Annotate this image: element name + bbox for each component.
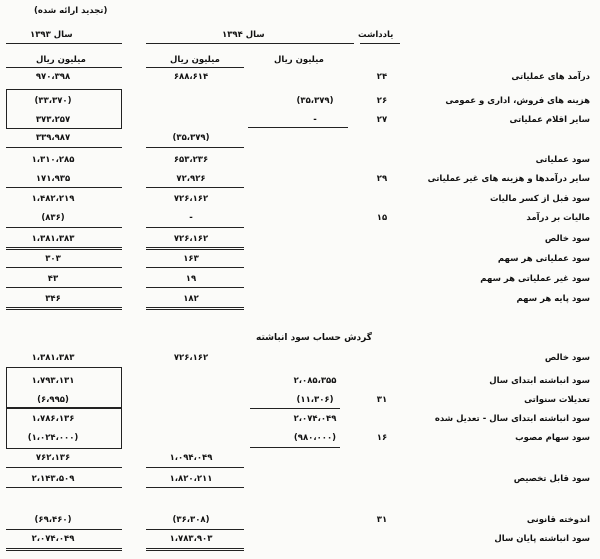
row-label: درآمد های عملیاتی: [511, 72, 590, 82]
row-value-1394: ۷۲،۹۲۶: [176, 174, 206, 184]
row-label: سود پایه هر سهم: [516, 294, 590, 304]
total-rule-1393: [6, 147, 122, 148]
section-title: گردش حساب سود انباشته: [256, 333, 372, 343]
row-label: تعدیلات سنواتی: [524, 395, 590, 405]
row-note: ۳۱: [376, 515, 388, 525]
row-value-1393: (۱،۰۲۴،۰۰۰): [27, 433, 79, 443]
row-value-1394: (۳۶،۳۰۸): [172, 515, 210, 525]
row-value-1393: (۳۳،۳۷۰): [34, 96, 72, 106]
row-value-1394-detail: (۳۵،۳۷۹): [296, 96, 334, 106]
row-value-1394: ۷۲۶،۱۶۲: [173, 234, 209, 244]
header-rule-1393: [6, 43, 122, 44]
row-value-1394: ۶۵۳،۲۳۶: [173, 155, 209, 165]
note-column-heading: یادداشت: [358, 30, 394, 40]
unit-rule-1394: [146, 67, 244, 68]
rule-1394: [146, 487, 244, 488]
row-note: ۲۴: [376, 72, 388, 82]
rule-1393: [6, 487, 122, 488]
total-rule-1394: [146, 147, 244, 148]
row-label: سایر اقلام عملیاتی: [509, 115, 590, 125]
row-label: سود قبل از کسر مالیات: [489, 194, 590, 204]
row-value-1393: ۴۳: [47, 274, 59, 284]
row-note: ۳۱: [376, 395, 388, 405]
row-value-1393: ۱،۷۸۶،۱۳۶: [31, 414, 75, 424]
double-rule-1393: [6, 247, 122, 248]
unit-heading-1394-detail: میلیون ریال: [274, 55, 324, 65]
year-1394-heading: سال ۱۳۹۴: [222, 30, 265, 40]
row-value-1394: ۱،۷۸۳،۹۰۳: [169, 534, 213, 544]
row-value-1393: ۷۶۲،۱۳۶: [35, 453, 71, 463]
row-note: ۱۵: [376, 213, 388, 223]
row-value-1394: ۱،۸۲۰،۲۱۱: [169, 474, 213, 484]
rule-1393: [6, 287, 122, 288]
rule-1393: [6, 187, 122, 188]
row-value-1393: ۱،۳۸۱،۳۸۳: [31, 234, 75, 244]
double-rule-1394: [146, 550, 244, 551]
row-label: سود عملیاتی: [535, 155, 590, 165]
row-value-1394: ۱،۰۹۴،۰۴۹: [169, 453, 213, 463]
unit-heading-1393: میلیون ریال: [36, 55, 86, 65]
row-value-1393: ۱،۳۱۰،۲۸۵: [31, 155, 75, 165]
row-label: اندوخته قانونی: [526, 515, 590, 525]
row-label: سود قابل تخصیص: [513, 474, 590, 484]
double-rule-1394: [146, 548, 244, 549]
row-label: سود انباشته ابتدای سال: [489, 376, 590, 386]
row-label: سود خالص: [544, 234, 590, 244]
double-rule-1393: [6, 550, 122, 551]
row-value-1393: (۶۹،۴۶۰): [34, 515, 72, 525]
row-value-1393: ۲،۱۴۳،۵۰۹: [31, 474, 75, 484]
row-label: سود خالص: [544, 353, 590, 363]
row-label: سود انباشته پایان سال: [494, 534, 590, 544]
row-value-1394: ۷۲۶،۱۶۲: [173, 353, 209, 363]
row-value-1393: (۸۳۶): [41, 213, 65, 223]
double-rule-1393: [6, 249, 122, 250]
row-label: هزینه های فروش، اداری و عمومی: [445, 96, 590, 106]
row-value-1394: (۳۵،۳۷۹): [172, 133, 210, 143]
double-rule-1394: [146, 307, 244, 308]
row-note: ۲۷: [376, 115, 388, 125]
unit-heading-1394-total: میلیون ریال: [170, 55, 220, 65]
row-value-1394-detail: (۱۱،۳۰۶): [296, 395, 334, 405]
rule-1394: [146, 467, 244, 468]
row-value-1393: ۳۰۳: [45, 254, 61, 264]
double-rule-1394: [146, 249, 244, 250]
row-label: سود انباشته ابتدای سال - تعدیل شده: [434, 414, 590, 424]
row-value-1394-detail: -: [313, 115, 317, 125]
rule-1394: [146, 227, 244, 228]
row-value-1393: ۳۴۶: [45, 294, 61, 304]
double-rule-1393: [6, 548, 122, 549]
row-value-1393: ۱،۷۹۳،۱۳۱: [31, 376, 75, 386]
header-rule-note: [360, 43, 400, 44]
rule-detail: [250, 447, 340, 448]
row-label: سود سهام مصوب: [515, 433, 590, 443]
row-value-1394-detail: ۲،۰۷۴،۰۴۹: [293, 414, 337, 424]
row-value-1394: -: [189, 213, 193, 223]
restated-note: (تجدید ارائه شده): [34, 6, 108, 16]
row-value-1393: ۱۷۱،۹۳۵: [35, 174, 71, 184]
row-label: مالیات بر درآمد: [526, 213, 590, 223]
double-rule-1394: [146, 247, 244, 248]
row-label: سود غیر عملیاتی هر سهم: [480, 274, 590, 284]
row-note: ۲۹: [376, 174, 388, 184]
row-value-1393: (۶،۹۹۵): [37, 395, 69, 405]
header-rule-1394: [146, 43, 354, 44]
row-note: ۲۶: [376, 96, 388, 106]
row-value-1394: ۱۸۲: [183, 294, 199, 304]
double-rule-1394: [146, 309, 244, 310]
double-rule-1393: [6, 309, 122, 310]
rule-1394: [146, 187, 244, 188]
row-value-1394: ۷۲۶،۱۶۲: [173, 194, 209, 204]
boxed-subtotal-1393: [6, 89, 122, 129]
row-value-1393: ۱،۴۸۲،۲۱۹: [31, 194, 75, 204]
row-value-1394-detail: ۲،۰۸۵،۳۵۵: [293, 376, 337, 386]
double-rule-1393: [6, 307, 122, 308]
rule-1393: [6, 529, 122, 530]
row-value-1393: ۱،۳۸۱،۳۸۳: [31, 353, 75, 363]
row-value-1394: ۱۶۳: [183, 254, 199, 264]
row-value-1393: ۳۷۳،۲۵۷: [35, 115, 71, 125]
year-1393-heading: سال ۱۳۹۳: [30, 30, 73, 40]
unit-rule-1393: [6, 67, 122, 68]
row-label: سایر درآمدها و هزینه های غیر عملیاتی: [427, 174, 590, 184]
row-value-1393: ۲،۰۷۴،۰۴۹: [31, 534, 75, 544]
row-value-1394: ۱۹: [185, 274, 197, 284]
rule-1394: [146, 529, 244, 530]
rule-1393: [6, 227, 122, 228]
subtotal-rule-detail: [248, 127, 348, 128]
rule-1394: [146, 267, 244, 268]
row-value-1394: ۶۸۸،۶۱۴: [173, 72, 209, 82]
rule-1394: [146, 287, 244, 288]
rule-detail: [250, 408, 340, 409]
row-note: ۱۶: [376, 433, 388, 443]
row-value-1393: ۳۳۹،۹۸۷: [35, 133, 71, 143]
row-value-1394-detail: (۹۸۰،۰۰۰): [293, 433, 337, 443]
rule-1393: [6, 267, 122, 268]
row-value-1393: ۹۷۰،۳۹۸: [35, 72, 71, 82]
rule-1393: [6, 467, 122, 468]
row-label: سود عملیاتی هر سهم: [497, 254, 590, 264]
